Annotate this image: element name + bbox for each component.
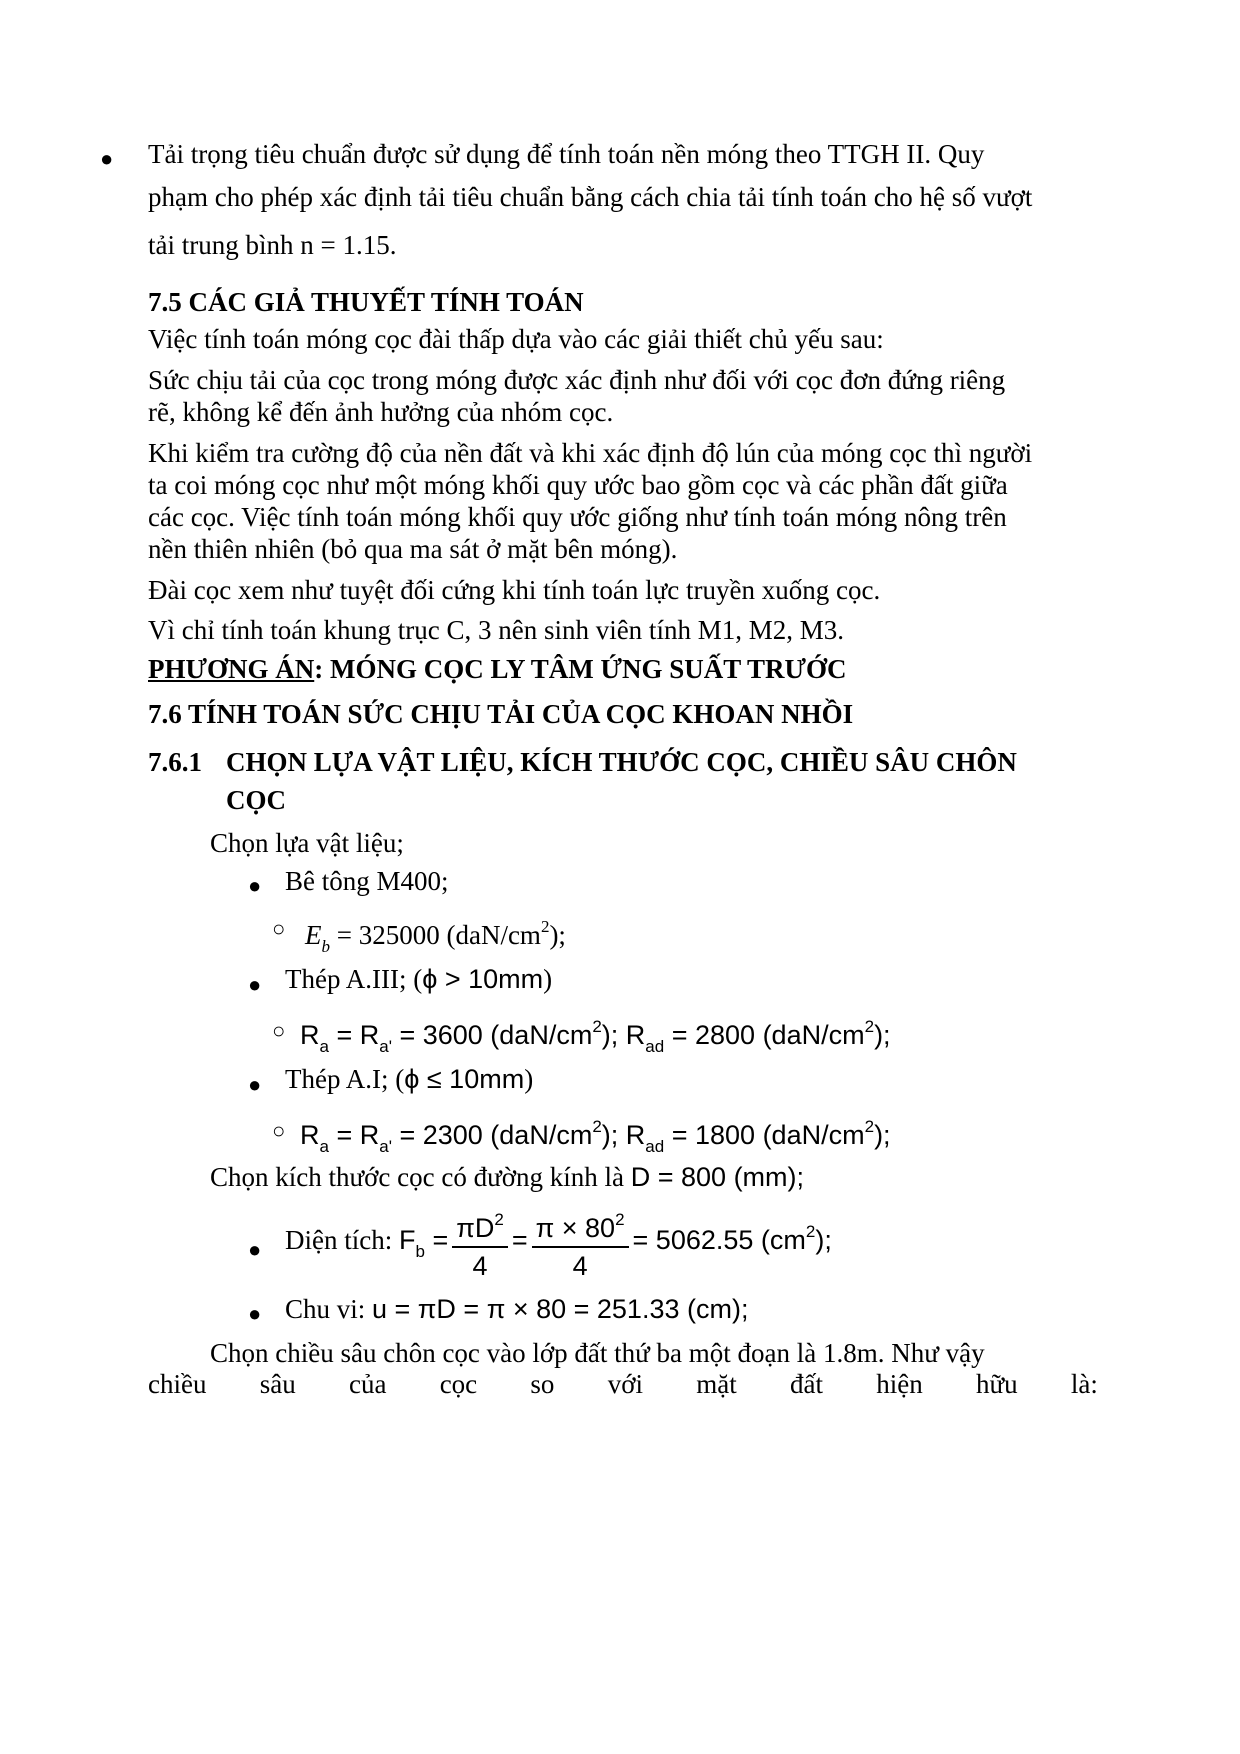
- concrete-grade: Bê tông M400;: [285, 866, 449, 896]
- paragraph: nền thiên nhiên (bỏ qua ma sát ở mặt bên móng).: [148, 534, 678, 564]
- area-fraction-2: $\frac{\pi \times 80^2}{4}$: [532, 1202, 629, 1284]
- paragraph: Sức chịu tải của cọc trong móng được xác định như đối với cọc đơn đứng riêng: [148, 365, 1006, 395]
- depth-line-1: Chọn chiều sâu chôn cọc vào lớp đất thứ ba một đoạn là 1.8m. Như vậy: [210, 1338, 985, 1368]
- bullet-icon: ●: [248, 1301, 262, 1326]
- section-7-6-heading: 7.6 TÍNH TOÁN SỨC CHỊU TẢI CỦA CỌC KHOAN NHỒI: [148, 699, 854, 729]
- steel-aiii-formula: $R_a = R_{a'} = 3600$ $(daN/cm^2)$; $R_{ad} = 2800$ $(daN/cm^2)$;: [300, 1017, 891, 1056]
- area-fraction-1: $\frac{\pi D^2}{4}$: [452, 1202, 508, 1284]
- area-formula: Diện tích: $F_b$ = $\frac{\pi D^2}{4}$ = $\frac{\pi \times 80^2}{4}$ = 5062.55 $(cm^2)$;: [285, 1202, 832, 1284]
- paragraph: Việc tính toán móng cọc đài thấp dựa vào các giải thiết chủ yếu sau:: [148, 324, 884, 354]
- intro-line-3: tải trung bình n = 1.15.: [148, 230, 397, 260]
- eb-formula: $E_b = 325000$ $(daN/cm^2)$;: [305, 917, 566, 956]
- bullet-icon: ●: [248, 873, 262, 898]
- depth-line-2: chiều sâu của cọc so với mặt đất hiện hữu là:: [148, 1369, 1098, 1399]
- bullet-icon: ●: [248, 972, 262, 997]
- paragraph: Đài cọc xem như tuyệt đối cứng khi tính toán lực truyền xuống cọc.: [148, 575, 881, 605]
- paragraph: ta coi móng cọc như một móng khối quy ước bao gồm cọc và các phần đất giữa: [148, 470, 1008, 500]
- steel-ai-formula: $R_a = R_{a'} = 2300$ $(daN/cm^2)$; $R_{ad} = 1800$ $(daN/cm^2)$;: [300, 1117, 891, 1156]
- steel-aiii: Thép A.III; (ϕ > 10mm): [285, 964, 553, 994]
- circle-bullet-icon: ○: [272, 916, 286, 941]
- phuong-an-text: : MÓNG CỌC LY TÂM ỨNG SUẤT TRƯỚC: [314, 654, 847, 684]
- circle-bullet-icon: ○: [272, 1118, 286, 1143]
- paragraph: rẽ, không kể đến ảnh hưởng của nhóm cọc.: [148, 397, 614, 427]
- bullet-icon: ●: [248, 1072, 262, 1097]
- bullet-icon: ●: [248, 1237, 262, 1262]
- intro-line-1: Tải trọng tiêu chuẩn được sử dụng để tính toán nền móng theo TTGH II. Quy: [148, 139, 985, 169]
- paragraph: Vì chỉ tính toán khung trục C, 3 nên sinh viên tính M1, M2, M3.: [148, 615, 844, 645]
- section-7-6-1-title-cont: CỌC: [226, 785, 286, 815]
- paragraph: các cọc. Việc tính toán móng khối quy ước giống như tính toán móng nông trên: [148, 502, 1007, 532]
- phuong-an-heading: [148, 654, 847, 685]
- intro-line-2: phạm cho phép xác định tải tiêu chuẩn bằng cách chia tải tính toán cho hệ số vượt: [148, 182, 1033, 212]
- perimeter-formula: Chu vi: u = πD = π × 80 = 251.33 (cm);: [285, 1294, 749, 1324]
- materials-intro: Chọn lựa vật liệu;: [210, 828, 404, 858]
- pile-size: Chọn kích thước cọc có đường kính là D = 800 (mm);: [210, 1162, 805, 1192]
- section-7-6-1-title: CHỌN LỰA VẬT LIỆU, KÍCH THƯỚC CỌC, CHIỀU SÂU CHÔN: [226, 747, 1017, 777]
- section-7-5-heading: 7.5 CÁC GIẢ THUYẾT TÍNH TOÁN: [148, 287, 584, 317]
- circle-bullet-icon: ○: [272, 1018, 286, 1043]
- section-7-6-1-number: 7.6.1: [148, 747, 202, 777]
- bullet-icon: ●: [100, 146, 114, 171]
- paragraph: Khi kiểm tra cường độ của nền đất và khi xác định độ lún của móng cọc thì người: [148, 438, 1033, 468]
- steel-ai: Thép A.I; (ϕ ≤ 10mm): [285, 1064, 534, 1094]
- phuong-an-label: PHƯƠNG ÁN: [148, 654, 315, 684]
